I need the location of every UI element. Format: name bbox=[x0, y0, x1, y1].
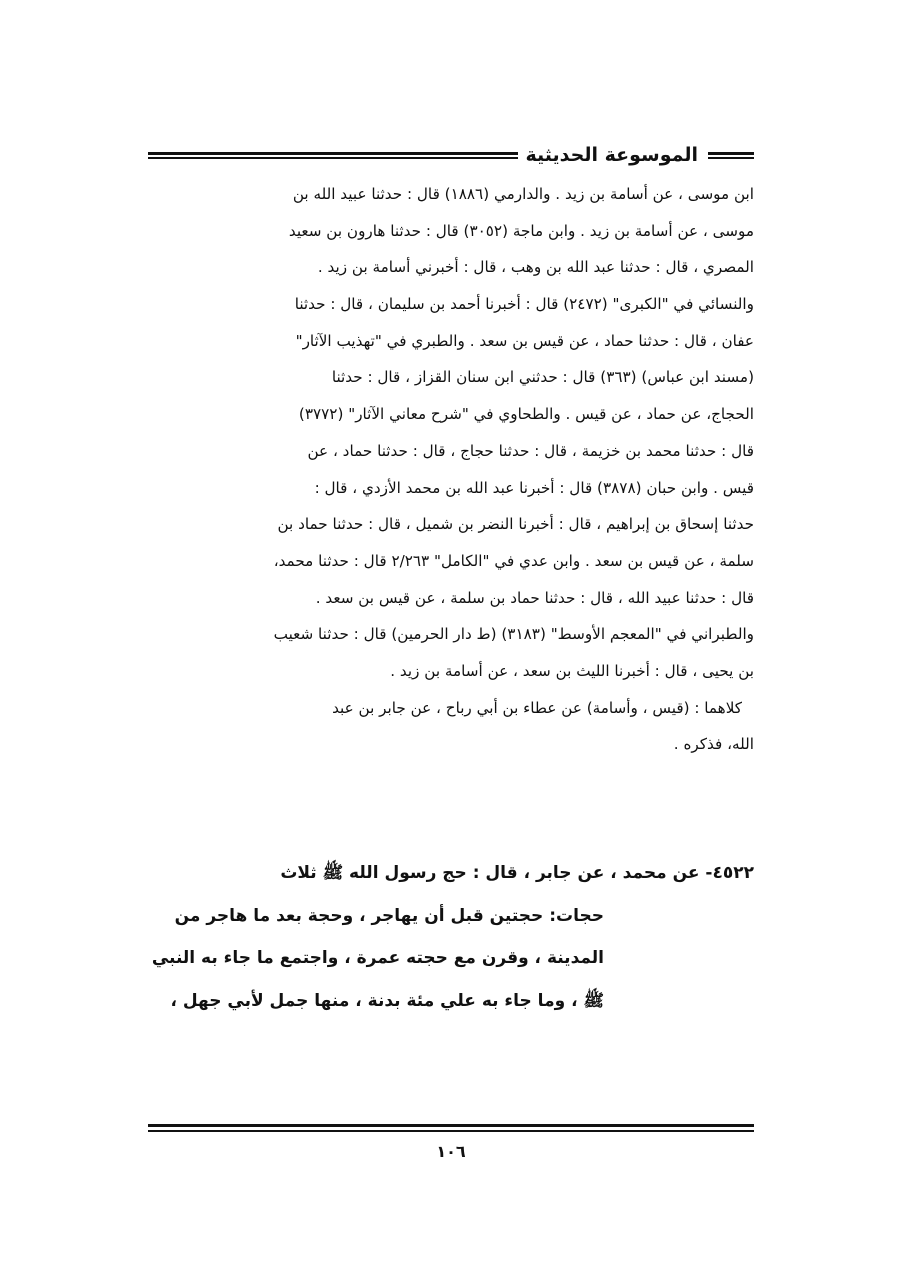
text-line: قيس . وابن حبان (٣٨٧٨) قال : أخبرنا عبد الله بن محمد الأزدي ، قال : bbox=[314, 478, 754, 497]
header-rule-left bbox=[148, 152, 518, 159]
body-text bbox=[148, 176, 754, 763]
text-line: حدثنا إسحاق بن إبراهيم ، قال : أخبرنا النضر بن شميل ، قال : حدثنا حماد بن bbox=[277, 515, 754, 534]
text-line: قال : حدثنا عبيد الله ، قال : حدثنا حماد بن سلمة ، عن قيس بن سعد . bbox=[315, 588, 754, 607]
text-line: قال : حدثنا محمد بن خزيمة ، قال : حدثنا حجاج ، قال : حدثنا حماد ، عن bbox=[307, 441, 754, 460]
text-line: سلمة ، عن قيس بن سعد . وابن عدي في "الكامل" ٢/٢٦٣ قال : حدثنا محمد، bbox=[273, 551, 754, 570]
page-header bbox=[148, 140, 754, 170]
hadith-line: حجات: حجتين قبل أن يهاجر ، وحجة بعد ما هاجر من bbox=[174, 905, 604, 926]
hadith-line: ٤٥٢٢- عن محمد ، عن جابر ، قال : حج رسول الله ﷺ ثلاث bbox=[280, 863, 754, 883]
hadith-line: المدينة ، وقرن مع حجته عمرة ، واجتمع ما جاء به النبي bbox=[151, 948, 604, 968]
text-line: والطبراني في "المعجم الأوسط" (٣١٨٣) (ط دار الحرمين) قال : حدثنا شعيب bbox=[273, 625, 754, 644]
text-line: كلاهما : (قيس ، وأسامة) عن عطاء بن أبي رباح ، عن جابر بن عبد bbox=[332, 698, 742, 717]
text-line: (مسند ابن عباس) (٣٦٣) قال : حدثني ابن سنان القزاز ، قال : حدثنا bbox=[331, 368, 754, 387]
text-line: موسى ، عن أسامة بن زيد . وابن ماجة (٣٠٥٢) قال : حدثنا هارون بن سعيد bbox=[288, 221, 754, 240]
header-title: الموسوعة الحديثية bbox=[525, 144, 698, 166]
text-line: الله، فذكره . bbox=[673, 735, 754, 754]
text-line: بن يحيى ، قال : أخبرنا الليث بن سعد ، عن أسامة بن زيد . bbox=[390, 661, 754, 680]
hadith-entry bbox=[148, 852, 754, 1022]
page-number: ١٠٦ bbox=[436, 1142, 466, 1161]
text-line: الحجاج، عن حماد ، عن قيس . والطحاوي في "شرح معاني الآثار" (٣٧٧٢) bbox=[298, 405, 754, 424]
text-line: ابن موسى ، عن أسامة بن زيد . والدارمي (١٨٨٦) قال : حدثنا عبيد الله بن bbox=[292, 185, 754, 203]
header-rule-right bbox=[708, 152, 754, 159]
hadith-line: ﷺ ، وما جاء به علي مئة بدنة ، منها جمل لأبي جهل ، bbox=[170, 990, 604, 1011]
text-line: المصري ، قال : حدثنا عبد الله بن وهب ، قال : أخبرني أسامة بن زيد . bbox=[317, 258, 754, 277]
footer-rule bbox=[148, 1124, 754, 1132]
text-line: عفان ، قال : حدثنا حماد ، عن قيس بن سعد . والطبري في "تهذيب الآثار" bbox=[295, 331, 754, 350]
text-line: والنسائي في "الكبرى" (٢٤٧٢) قال : أخبرنا أحمد بن سليمان ، قال : حدثنا bbox=[294, 295, 754, 314]
